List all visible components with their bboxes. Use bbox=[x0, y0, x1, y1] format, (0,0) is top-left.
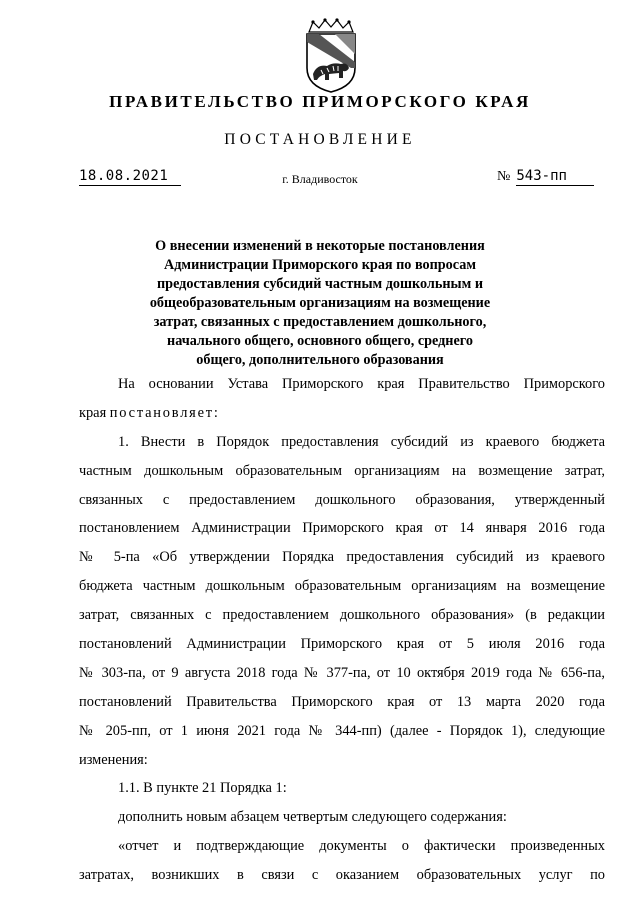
document-number bbox=[497, 168, 594, 186]
body-line: связанных с предоставлением дошкольного образования, утвержденный bbox=[79, 491, 605, 508]
decree-word: постановляет: bbox=[109, 404, 220, 421]
body-line: № 205-пп, от 1 июня 2021 года № 344-пп) (далее - Порядок 1), следующие bbox=[79, 722, 605, 739]
body-line: № 5-па «Об утверждении Порядка предоставления субсидий из краевого bbox=[79, 549, 605, 566]
subject-line: затрат, связанных с предоставлением дошкольного, bbox=[153, 314, 487, 330]
body-line: бюджета частным дошкольным образовательным организациям на возмещение bbox=[79, 578, 605, 595]
body-line: № 303-па, от 9 августа 2018 года № 377-па, от 10 октября 2019 года № 656-па, bbox=[79, 664, 605, 681]
document-city: г. Владивосток bbox=[282, 172, 358, 186]
body-text: края bbox=[79, 404, 110, 421]
subject-line: предоставления субсидий частным дошкольным и bbox=[157, 276, 483, 292]
subject-line: общеобразовательным организациям на возмещение bbox=[149, 295, 491, 311]
body-line: 1.1. В пункте 21 Порядка 1: bbox=[118, 780, 287, 797]
body-line: постановлением Администрации Приморского края от 14 января 2016 года bbox=[79, 520, 605, 537]
document-body bbox=[79, 370, 605, 890]
body-line: затратах, возникших в связи с оказанием образовательных услуг по bbox=[79, 867, 605, 884]
subject-line: начального общего, основного общего, среднего bbox=[167, 333, 473, 349]
body-line: частным дошкольным образовательным организациям на возмещение затрат, bbox=[79, 462, 605, 479]
body-line: постановлений Администрации Приморского края от 5 июля 2016 года bbox=[79, 636, 605, 653]
subject-line: общего, дополнительного образования bbox=[196, 352, 444, 368]
number-sign: № bbox=[497, 169, 511, 184]
document-type: ПОСТАНОВЛЕНИЕ bbox=[224, 131, 416, 148]
body-line: постановлений Правительства Приморского края от 13 марта 2020 года bbox=[79, 693, 605, 710]
document-subject bbox=[120, 237, 520, 370]
government-title: ПРАВИТЕЛЬСТВО ПРИМОРСКОГО КРАЯ bbox=[109, 92, 531, 111]
subject-line: Администрации Приморского края по вопросам bbox=[163, 257, 476, 273]
body-line: На основании Устава Приморского края Правительство Приморского bbox=[118, 376, 605, 392]
body-line: «отчет и подтверждающие документы о фактически произведенных bbox=[118, 838, 605, 855]
body-line: изменения: bbox=[79, 751, 148, 768]
document-date: 18.08.2021 bbox=[79, 168, 181, 186]
body-line: 1. Внести в Порядок предоставления субсидий из краевого бюджета bbox=[118, 433, 605, 450]
coat-of-arms-icon bbox=[299, 18, 363, 94]
body-line: дополнить новым абзацем четвертым следующего содержания: bbox=[118, 809, 507, 826]
body-line bbox=[79, 399, 605, 428]
subject-line: О внесении изменений в некоторые постановления bbox=[155, 238, 485, 254]
body-line: затрат, связанных с предоставлением дошкольного образования» (в редакции bbox=[79, 607, 605, 624]
number-value: 543-пп bbox=[516, 168, 594, 186]
